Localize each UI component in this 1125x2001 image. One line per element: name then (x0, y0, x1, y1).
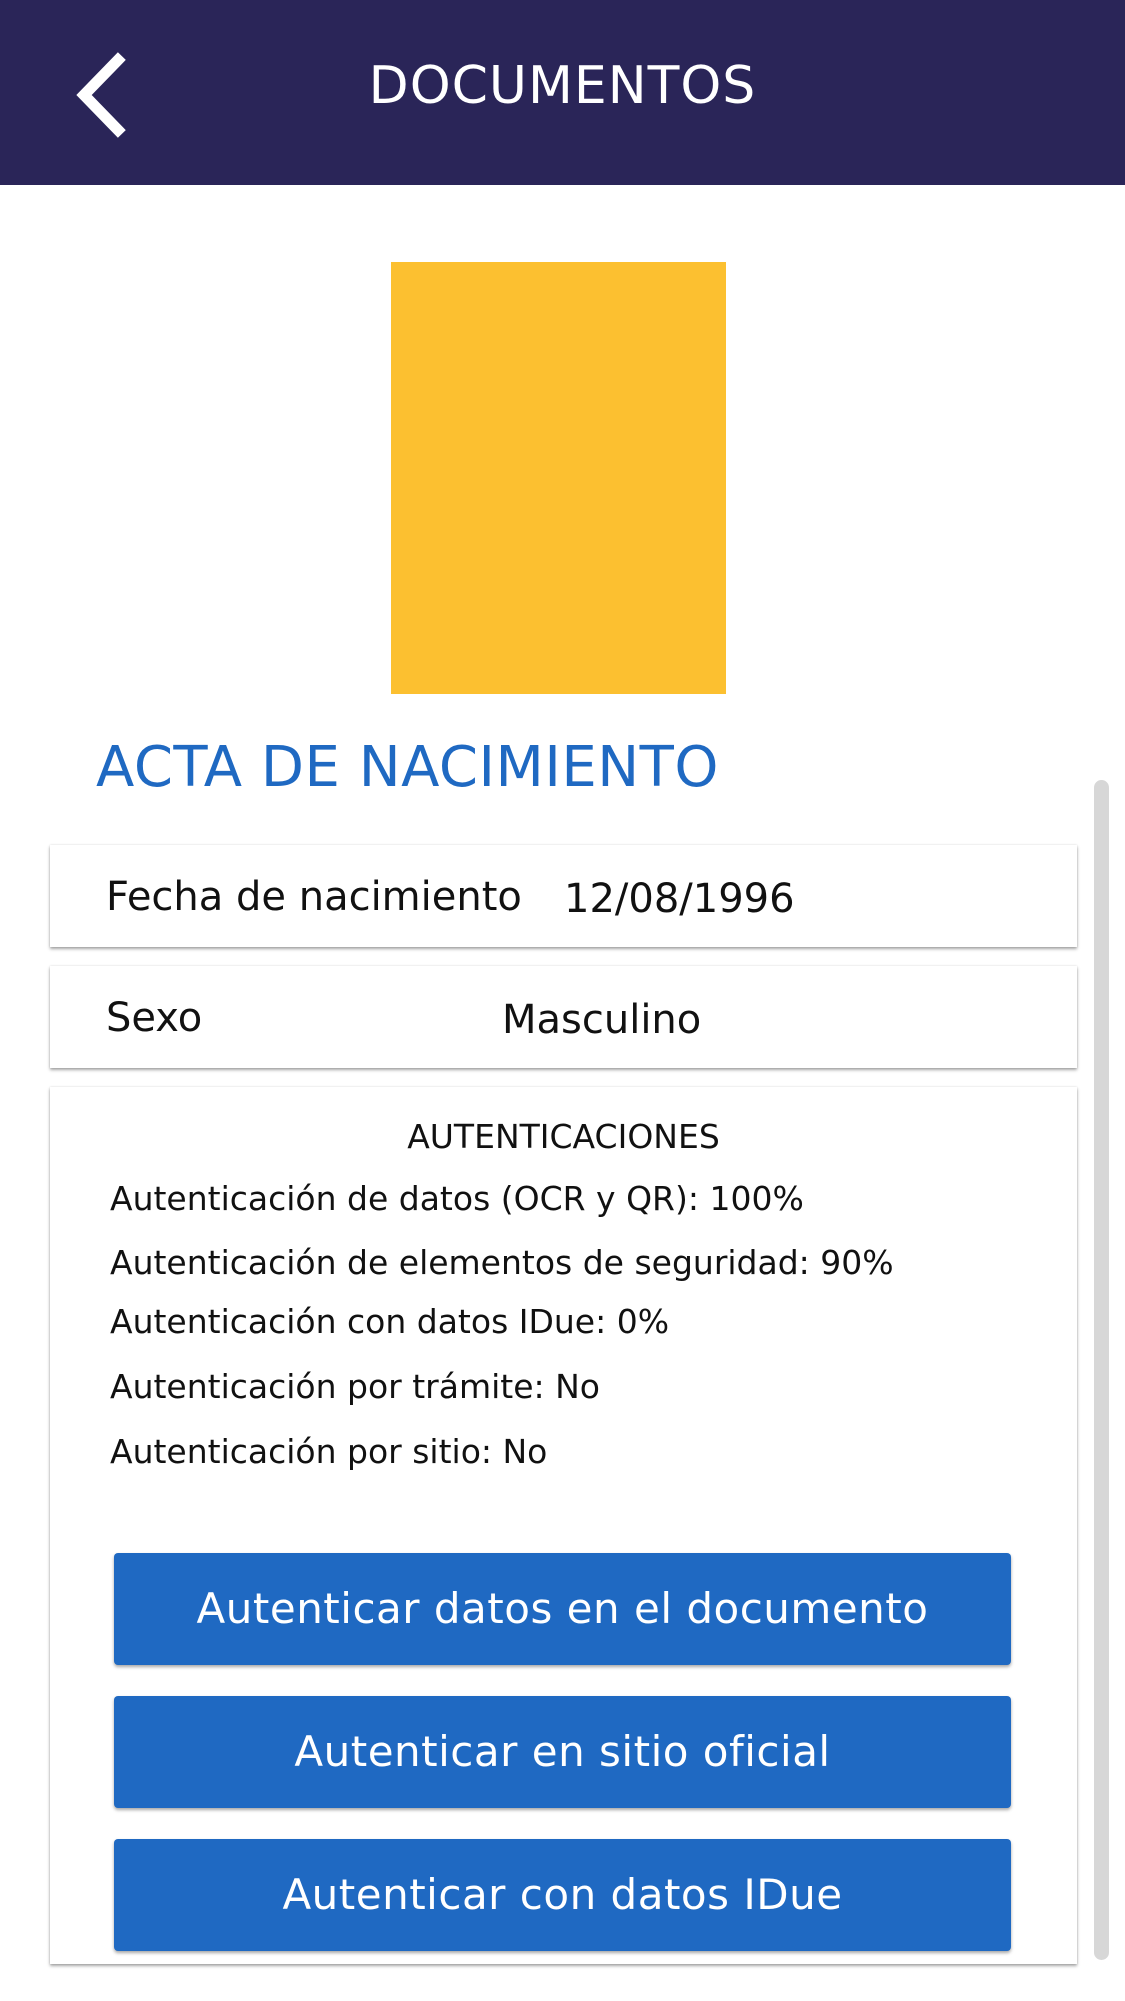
authenticate-idue-button[interactable]: Autenticar con datos IDue (114, 1839, 1011, 1951)
auth-item-idue: Autenticación con datos IDue: 0% (110, 1302, 670, 1341)
auth-item-sitio: Autenticación por sitio: No (110, 1432, 548, 1471)
field-value-sex: Masculino (502, 997, 702, 1043)
auth-item-security: Autenticación de elementos de seguridad: 90% (110, 1243, 894, 1282)
field-card-sex (50, 966, 1077, 1068)
auth-item-ocr-qr: Autenticación de datos (OCR y QR): 100% (110, 1179, 804, 1218)
field-label-birthdate: Fecha de nacimiento (106, 874, 522, 920)
document-title: ACTA DE NACIMIENTO (96, 735, 719, 800)
authentications-heading: AUTENTICACIONES (407, 1117, 720, 1156)
field-value-birthdate: 12/08/1996 (564, 876, 795, 922)
scrollbar[interactable] (1094, 780, 1109, 1960)
auth-item-tramite: Autenticación por trámite: No (110, 1367, 600, 1406)
field-card-birthdate (50, 845, 1077, 947)
authentications-card (50, 1087, 1077, 1964)
authenticate-official-site-button[interactable]: Autenticar en sitio oficial (114, 1696, 1011, 1808)
field-label-sex: Sexo (106, 995, 203, 1041)
page-title: DOCUMENTOS (368, 56, 757, 116)
app-header (0, 0, 1125, 185)
document-image (391, 262, 726, 694)
authenticate-document-data-button[interactable]: Autenticar datos en el documento (114, 1553, 1011, 1665)
